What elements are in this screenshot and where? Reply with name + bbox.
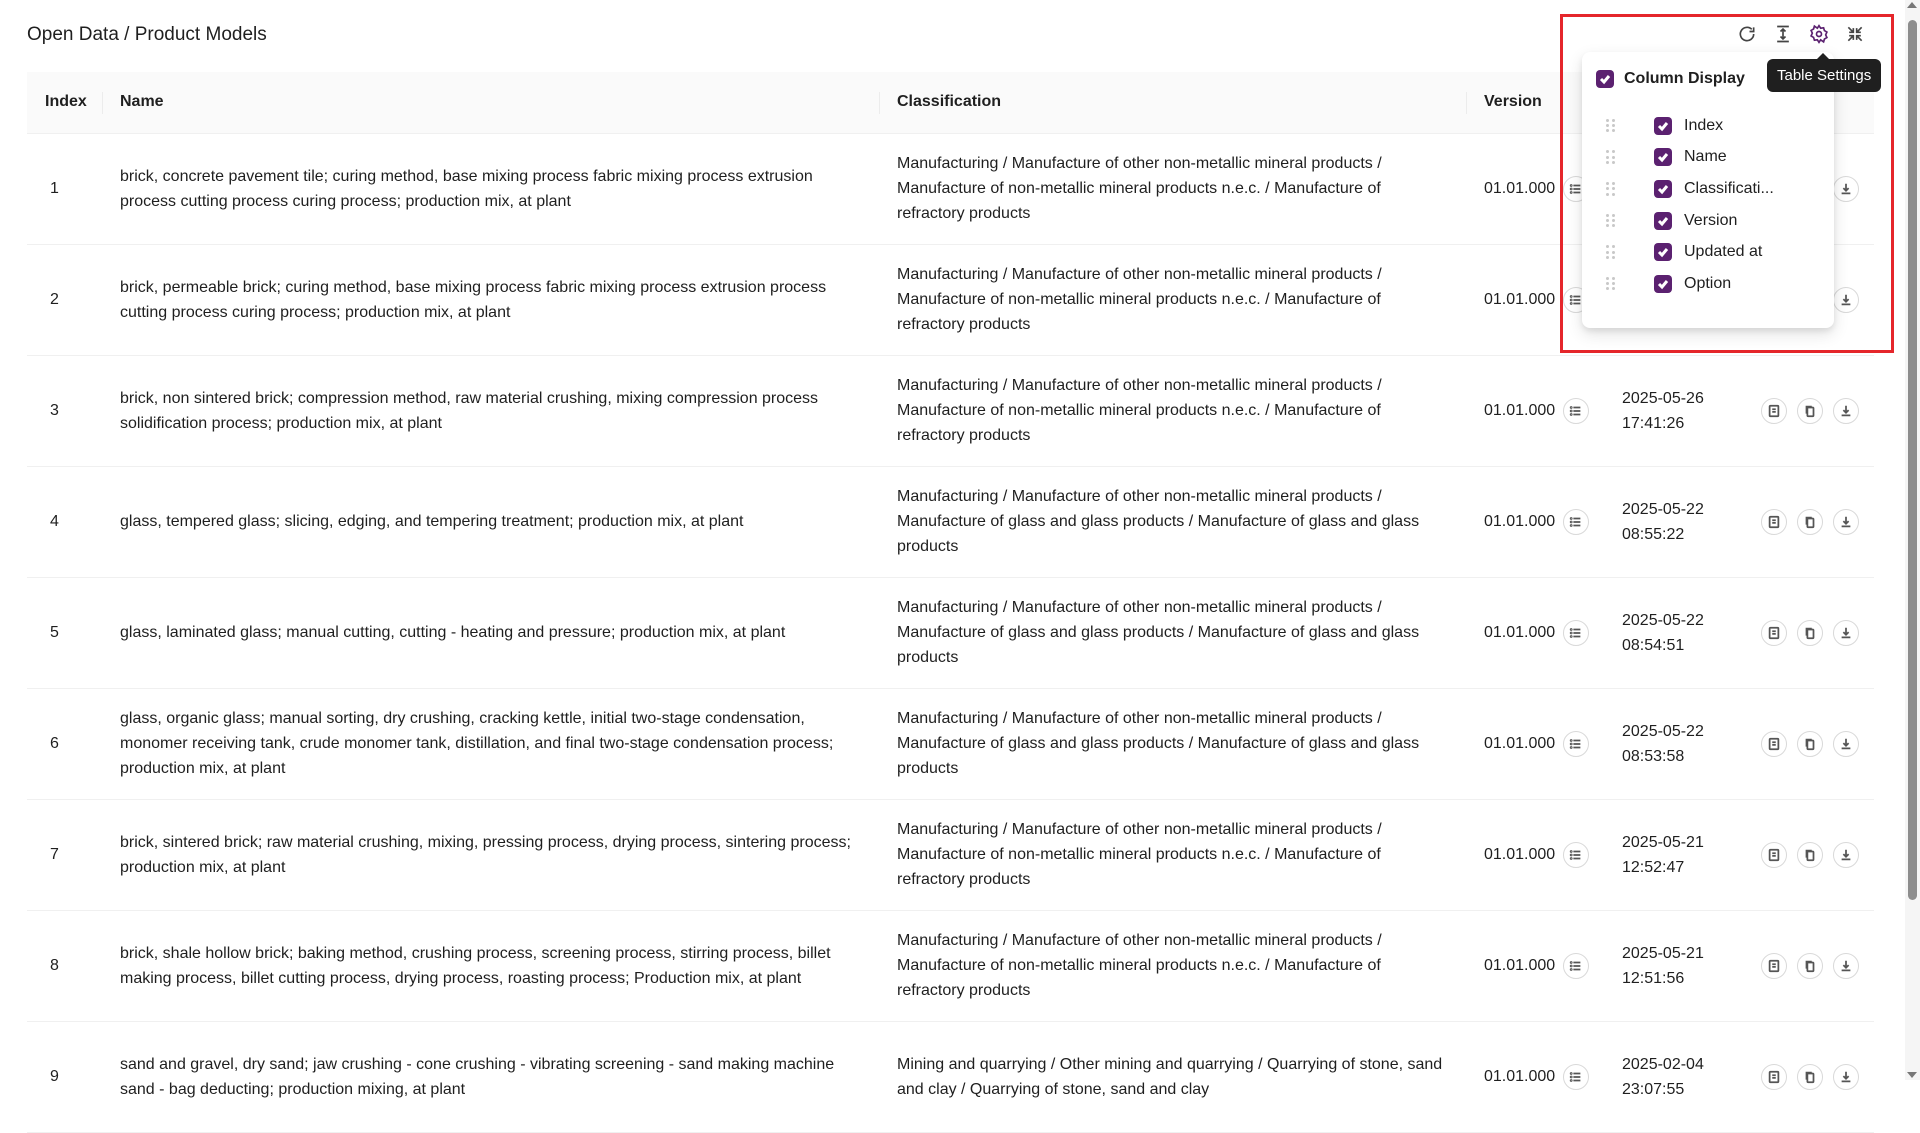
table-row[interactable] xyxy=(27,799,1874,910)
table-row[interactable] xyxy=(27,688,1874,799)
column-settings-panel xyxy=(1582,52,1834,328)
download-icon[interactable] xyxy=(1833,1064,1859,1090)
updated-time: 17:41:26 xyxy=(1622,414,1685,432)
cell-index: 9 xyxy=(27,1021,102,1132)
download-icon[interactable] xyxy=(1833,287,1859,313)
header-index[interactable]: Index xyxy=(27,72,102,133)
download-icon[interactable] xyxy=(1833,509,1859,535)
cell-index: 6 xyxy=(27,688,102,799)
version-text: 01.01.000 xyxy=(1484,1068,1556,1085)
table-settings-tooltip: Table Settings xyxy=(1767,59,1881,92)
cell-name: glass, tempered glass; slicing, edging, and tempering treatment; production mix, at plant xyxy=(102,466,879,577)
cell-version xyxy=(1466,910,1604,1021)
view-profile-icon[interactable] xyxy=(1761,953,1787,979)
cell-updated-at xyxy=(1604,799,1743,910)
view-profile-icon[interactable] xyxy=(1761,1064,1787,1090)
cell-index: 3 xyxy=(27,355,102,466)
scroll-thumb[interactable] xyxy=(1908,20,1917,900)
cell-name: brick, shale hollow brick; baking method, crushing process, screening process, stirring process, billet making process, billet cutting process, drying process, roasting process; Production mix, at plant xyxy=(102,910,879,1021)
updated-date: 2025-05-26 xyxy=(1622,389,1704,407)
cell-name: brick, sintered brick; raw material crushing, mixing, pressing process, drying process, sintering process; production mix, at plant xyxy=(102,799,879,910)
cell-index: 5 xyxy=(27,577,102,688)
updated-date: 2025-05-21 xyxy=(1622,944,1704,962)
cell-updated-at xyxy=(1604,355,1743,466)
column-setting-label: Classificati... xyxy=(1684,179,1774,197)
header-name[interactable]: Name xyxy=(102,72,879,133)
version-list-icon[interactable] xyxy=(1563,398,1589,424)
column-display-checkbox[interactable] xyxy=(1596,70,1614,88)
column-setting-item[interactable] xyxy=(1596,110,1820,142)
table-row[interactable] xyxy=(27,466,1874,577)
column-setting-label: Option xyxy=(1684,274,1732,292)
cell-name: sand and gravel, dry sand; jaw crushing - cone crushing - vibrating screening - sand making machine sand - bag deducting; production mixing, at plant xyxy=(102,1021,879,1132)
column-checkbox[interactable] xyxy=(1654,148,1672,166)
version-text: 01.01.000 xyxy=(1484,735,1556,752)
version-text: 01.01.000 xyxy=(1484,624,1556,641)
column-setting-label: Version xyxy=(1684,211,1738,229)
version-list-icon[interactable] xyxy=(1563,731,1589,757)
cell-updated-at xyxy=(1604,466,1743,577)
reload-icon[interactable] xyxy=(1735,22,1759,46)
page-title: Open Data / Product Models xyxy=(27,24,267,45)
copy-icon[interactable] xyxy=(1797,731,1823,757)
cell-name: brick, concrete pavement tile; curing method, base mixing process fabric mixing process extrusion process cutting process curing process; production mix, at plant xyxy=(102,133,879,244)
column-height-icon[interactable] xyxy=(1771,22,1795,46)
cell-classification: Manufacturing / Manufacture of other non-metallic mineral products / Manufacture of non-metallic mineral products n.e.c. / Manufacture of refractory products xyxy=(879,133,1466,244)
drag-handle-icon[interactable] xyxy=(1606,214,1618,228)
version-list-icon[interactable] xyxy=(1563,509,1589,535)
cell-option xyxy=(1743,355,1874,466)
cell-updated-at xyxy=(1604,1021,1743,1132)
header-classification[interactable]: Classification xyxy=(879,72,1466,133)
page-scrollbar[interactable] xyxy=(1905,0,1920,1080)
view-profile-icon[interactable] xyxy=(1761,509,1787,535)
copy-icon[interactable] xyxy=(1797,842,1823,868)
updated-time: 08:54:51 xyxy=(1622,636,1685,654)
cell-name: glass, organic glass; manual sorting, dry crushing, cracking kettle, initial two-stage condensation, monomer receiving tank, crude monomer tank, distillation, and final two-stage condensation process; production mix, at plant xyxy=(102,688,879,799)
updated-date: 2025-05-22 xyxy=(1622,722,1704,740)
copy-icon[interactable] xyxy=(1797,620,1823,646)
scroll-down-arrow[interactable] xyxy=(1907,1072,1917,1078)
cell-updated-at xyxy=(1604,577,1743,688)
cell-version xyxy=(1466,466,1604,577)
cell-option xyxy=(1743,799,1874,910)
drag-handle-icon[interactable] xyxy=(1606,277,1618,291)
download-icon[interactable] xyxy=(1833,731,1859,757)
column-setting-item[interactable] xyxy=(1596,268,1820,300)
version-text: 01.01.000 xyxy=(1484,513,1556,530)
column-list xyxy=(1596,110,1820,300)
version-text: 01.01.000 xyxy=(1484,402,1556,419)
column-setting-item[interactable] xyxy=(1596,236,1820,268)
column-setting-label: Index xyxy=(1684,116,1724,134)
copy-icon[interactable] xyxy=(1797,1064,1823,1090)
cell-classification: Manufacturing / Manufacture of other non-metallic mineral products / Manufacture of glass and glass products / Manufacture of glass and glass products xyxy=(879,466,1466,577)
download-icon[interactable] xyxy=(1833,398,1859,424)
cell-classification: Manufacturing / Manufacture of other non-metallic mineral products / Manufacture of non-metallic mineral products n.e.c. / Manufacture of refractory products xyxy=(879,355,1466,466)
download-icon[interactable] xyxy=(1833,953,1859,979)
cell-option xyxy=(1743,910,1874,1021)
header-version[interactable]: Version xyxy=(1466,72,1604,133)
version-list-icon[interactable] xyxy=(1563,953,1589,979)
version-text: 01.01.000 xyxy=(1484,291,1556,308)
version-list-icon[interactable] xyxy=(1563,620,1589,646)
column-display-label: Column Display xyxy=(1624,70,1745,87)
column-checkbox[interactable] xyxy=(1654,212,1672,230)
cell-version xyxy=(1466,355,1604,466)
column-setting-item[interactable] xyxy=(1596,205,1820,237)
cell-option xyxy=(1743,466,1874,577)
cell-index: 8 xyxy=(27,910,102,1021)
cell-classification: Manufacturing / Manufacture of other non-metallic mineral products / Manufacture of non-metallic mineral products n.e.c. / Manufacture of refractory products xyxy=(879,910,1466,1021)
column-checkbox[interactable] xyxy=(1654,117,1672,135)
cell-classification: Manufacturing / Manufacture of other non-metallic mineral products / Manufacture of non-metallic mineral products n.e.c. / Manufacture of refractory products xyxy=(879,799,1466,910)
fullscreen-exit-icon[interactable] xyxy=(1843,22,1867,46)
table-row[interactable] xyxy=(27,910,1874,1021)
cell-name: brick, non sintered brick; compression method, raw material crushing, mixing compression process solidification process; production mix, at plant xyxy=(102,355,879,466)
drag-handle-icon[interactable] xyxy=(1606,182,1618,196)
updated-date: 2025-05-22 xyxy=(1622,611,1704,629)
copy-icon[interactable] xyxy=(1797,953,1823,979)
cell-classification: Mining and quarrying / Other mining and quarrying / Quarrying of stone, sand and clay / Quarrying of stone, sand and clay xyxy=(879,1021,1466,1132)
cell-option xyxy=(1743,688,1874,799)
column-setting-item[interactable] xyxy=(1596,142,1820,174)
updated-time: 23:07:55 xyxy=(1622,1080,1685,1098)
column-checkbox[interactable] xyxy=(1654,180,1672,198)
cell-name: glass, laminated glass; manual cutting, cutting - heating and pressure; production mix, at plant xyxy=(102,577,879,688)
cell-index: 2 xyxy=(27,244,102,355)
version-text: 01.01.000 xyxy=(1484,957,1556,974)
updated-time: 08:55:22 xyxy=(1622,525,1685,543)
cell-index: 4 xyxy=(27,466,102,577)
table-toolbar xyxy=(1735,22,1867,46)
updated-date: 2025-05-22 xyxy=(1622,500,1704,518)
cell-version xyxy=(1466,799,1604,910)
cell-name: brick, permeable brick; curing method, base mixing process fabric mixing process extrusion process cutting process curing process; production mix, at plant xyxy=(102,244,879,355)
cell-option xyxy=(1743,577,1874,688)
version-text: 01.01.000 xyxy=(1484,846,1556,863)
column-checkbox[interactable] xyxy=(1654,275,1672,293)
column-setting-item[interactable] xyxy=(1596,173,1820,205)
cell-classification: Manufacturing / Manufacture of other non-metallic mineral products / Manufacture of non-metallic mineral products n.e.c. / Manufacture of refractory products xyxy=(879,244,1466,355)
updated-time: 08:53:58 xyxy=(1622,747,1685,765)
updated-time: 12:51:56 xyxy=(1622,969,1685,987)
version-list-icon[interactable] xyxy=(1563,1064,1589,1090)
cell-version xyxy=(1466,688,1604,799)
copy-icon[interactable] xyxy=(1797,398,1823,424)
cell-classification: Manufacturing / Manufacture of other non-metallic mineral products / Manufacture of glass and glass products / Manufacture of glass and glass products xyxy=(879,577,1466,688)
version-text: 01.01.000 xyxy=(1484,180,1556,197)
view-profile-icon[interactable] xyxy=(1761,620,1787,646)
column-setting-label: Name xyxy=(1684,148,1727,166)
cell-updated-at xyxy=(1604,910,1743,1021)
column-checkbox[interactable] xyxy=(1654,243,1672,261)
table-row[interactable] xyxy=(27,577,1874,688)
cell-index: 1 xyxy=(27,133,102,244)
view-profile-icon[interactable] xyxy=(1761,842,1787,868)
updated-date: 2025-05-21 xyxy=(1622,833,1704,851)
download-icon[interactable] xyxy=(1833,842,1859,868)
download-icon[interactable] xyxy=(1833,176,1859,202)
view-profile-icon[interactable] xyxy=(1761,398,1787,424)
setting-icon[interactable] xyxy=(1807,22,1831,46)
view-profile-icon[interactable] xyxy=(1761,731,1787,757)
table-row[interactable] xyxy=(27,355,1874,466)
drag-handle-icon[interactable] xyxy=(1606,150,1618,164)
column-setting-label: Updated at xyxy=(1684,243,1763,261)
version-list-icon[interactable] xyxy=(1563,842,1589,868)
cell-option xyxy=(1743,1021,1874,1132)
cell-version xyxy=(1466,1021,1604,1132)
download-icon[interactable] xyxy=(1833,620,1859,646)
cell-index: 7 xyxy=(27,799,102,910)
scroll-up-arrow[interactable] xyxy=(1907,2,1917,8)
cell-version xyxy=(1466,577,1604,688)
cell-updated-at xyxy=(1604,688,1743,799)
updated-time: 12:52:47 xyxy=(1622,858,1685,876)
copy-icon[interactable] xyxy=(1797,509,1823,535)
cell-classification: Manufacturing / Manufacture of other non-metallic mineral products / Manufacture of glass and glass products / Manufacture of glass and glass products xyxy=(879,688,1466,799)
table-row[interactable] xyxy=(27,1021,1874,1132)
drag-handle-icon[interactable] xyxy=(1606,245,1618,259)
drag-handle-icon[interactable] xyxy=(1606,119,1618,133)
updated-date: 2025-02-04 xyxy=(1622,1055,1704,1073)
